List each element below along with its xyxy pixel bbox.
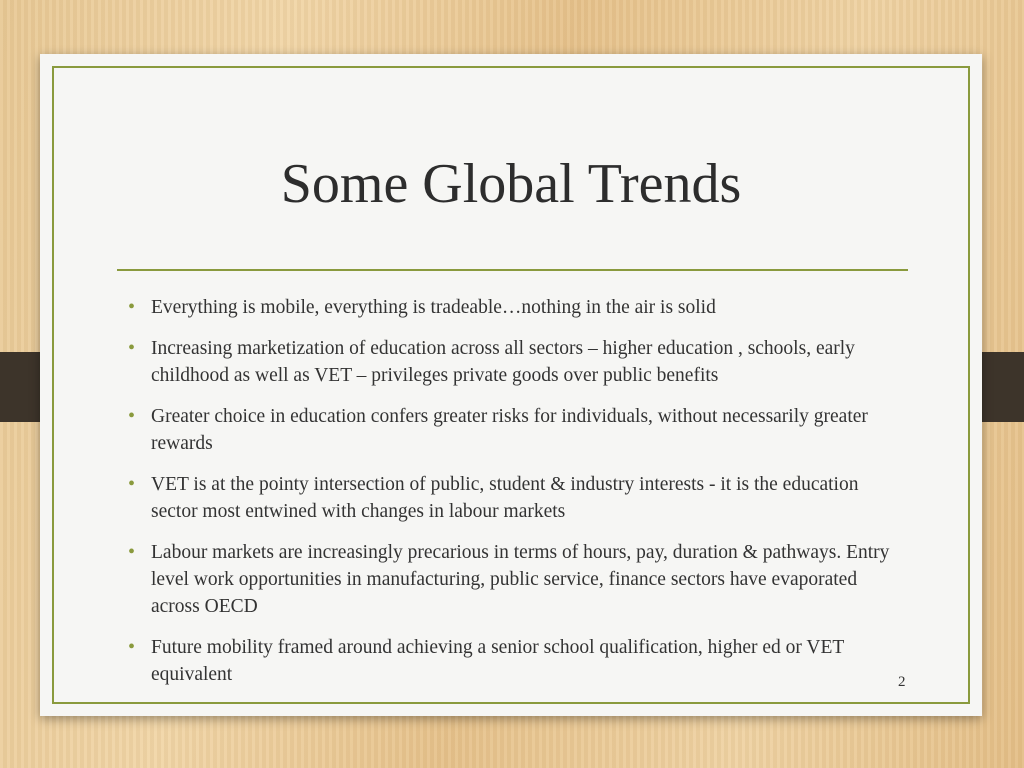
bullet-item	[128, 539, 908, 620]
bullet-item	[128, 634, 908, 688]
bullet-text: VET is at the pointy intersection of public, student & industry interests - it is the education sector most entwined with changes in labour markets	[151, 474, 859, 522]
bullet-icon: •	[128, 405, 136, 427]
bullet-item	[128, 471, 908, 525]
bullet-text: Labour markets are increasingly precarious in terms of hours, pay, duration & pathways. Entry level work opportunities in manufacturing, public service, finance sectors have evaporated across OECD	[151, 542, 890, 617]
bullet-text: Future mobility framed around achieving a senior school qualification, higher ed or VET equivalent	[151, 637, 844, 685]
page-number: 2	[898, 674, 906, 690]
bullet-list	[128, 294, 908, 702]
bullet-icon: •	[128, 636, 136, 658]
bullet-item	[128, 294, 908, 321]
bullet-icon: •	[128, 296, 136, 318]
bullet-item	[128, 335, 908, 389]
title-divider	[117, 269, 908, 271]
bullet-item	[128, 403, 908, 457]
bullet-text: Everything is mobile, everything is tradeable…nothing in the air is solid	[151, 297, 716, 318]
bullet-icon: •	[128, 473, 136, 495]
bullet-text: Increasing marketization of education across all sectors – higher education , schools, early childhood as well as VET – privileges private goods over public benefits	[151, 338, 855, 386]
slide-title: Some Global Trends	[280, 153, 742, 215]
bullet-text: Greater choice in education confers greater risks for individuals, without necessarily greater rewards	[151, 406, 868, 454]
slide	[40, 54, 982, 716]
bullet-icon: •	[128, 541, 136, 563]
bullet-icon: •	[128, 337, 136, 359]
